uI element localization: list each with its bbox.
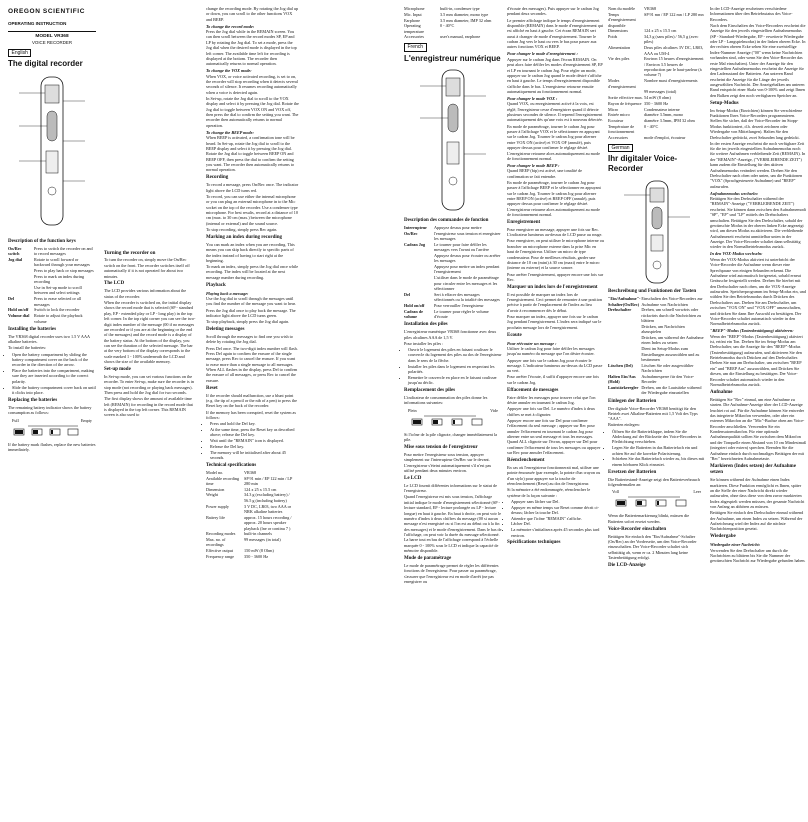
recorder-diagram [418,66,488,216]
table-row: Frequency range 350 - 3600 Hz [206,553,269,559]
battery-scale [608,489,705,511]
subheading: Playing back a message: [206,290,249,296]
table-row: Jog dial Rotate to scroll forward or backward through your messages [8,257,90,268]
divider [8,31,96,32]
paragraph: Si la mémoire a été endommagée, réenclencher le système de la façon suivante : [507,487,591,498]
table-row: Recording modes built-in channels [206,531,273,537]
paragraph: Appuyer une fois sur Del. Le numéro d'index à deux chiffres se met à clignoter. [507,406,595,417]
heading-playback: Ecoute [507,332,522,338]
paragraph: In der LCD-Anzeige erscheinen verschiedene Informationen über den Betriebsstatus des Voice-Recorders. [710,6,793,22]
column [710,6,806,580]
paragraph: Utiliser le cadran Jog pour faire défiler les messages jusqu'au numéro du message que l'on désire écouter. [507,346,595,357]
table-row: Operating temperature 0 - 40°C [404,23,455,34]
language-tab-german: German [608,144,633,152]
paragraph: Le LCD fournit différentes informations sur le statut de l'enregistreur. [404,482,497,494]
page-english-2 [202,0,404,585]
paragraph: d'écoute des messages). Puis appuyer sur le cadran Jog pendant deux secondes. [507,6,599,17]
paragraph: Die Batteriestand-Anzeige zeigt den Batterieverbrauch folgendermaßen an: [608,476,700,487]
column [608,6,705,580]
paragraph: Si l'icône de la pile clignote, changer immédiatement la pile. [404,431,497,443]
table-row: Model no. VR368 [206,469,257,475]
table-row: On/Rec switch Press to switch the recorder on and to record messages [8,245,93,257]
heading-installing-batteries: Einlegen der Batterien [608,398,657,404]
paragraph: Appuyer encore une fois sur Del pour confirmer l'effacement du seul message ; appuyer sur Rec pour annuler l'effacement en tournant le cadran Jog pour alterner entre un seul message et tous les messages. Quand ALL clignote sur l'écran, appuyer sur Del pour confirmer l'effacement de tous les messages ou appuyer sur Rec pour annuler l'effacement. [507,417,601,456]
heading-lcd: Die LCD-Anzeige [608,562,646,568]
paragraph: Im Setup-Modus (Einrichten) können Sie verschiedene Funktionen Ihres Voice-Recorders programmieren. Stellen Sie sicher, daß der Voice-Recorder im Stopp-Modus funktioniert, d.h. derzeit zeichnen oder Wiedergabe von Mitteilungen). Halten Sie den Drehschalter gedrückt, zwei Sekunden lang gedrückt. [710,107,803,140]
paragraph: To install the batteries: [8,345,47,351]
list-item: • Öffnen Sie die Batterieklappe, indem Sie die Abdeckung auf der Rückseite des Voice-Recorders in Pfeilrichtung verschieben. [612,429,705,445]
function-keys-table [8,246,96,324]
table-row: Cadran de volume Le tourner pour régler le volume d'écoute [404,308,489,320]
list-item: • Schieben Sie das Batteriefach wieder zu, bis dieses mit einem hörbaren Klick einrastet. [612,456,705,467]
list-item: • Open the battery compartment by sliding the battery compartment cover on the back of the recorder in the direction of the arrow. [12,352,96,368]
table-row: Effective output 150 mW (8 Ohm) [206,548,274,554]
product-name: VOICE RECORDER [31,40,72,46]
table-row: Del Sert à effacer des messages sélectionnés ou la totalité des messages [404,291,500,303]
heading-tech-specs: Technical specifications [206,462,257,468]
step-list [408,347,502,385]
paragraph: Press Del once. The two-digit index number will flash. Press Del again to confirm the erasure of the single message, press Rec to cancel the erasure. If you want to erase more than a single message to all messages. When ALL flashes in the display, press Del to confirm the erasure of all messages, or press Rec to cancel the erasure. [206,345,298,383]
paragraph: change the recording mode. By rotating the Jog dial up or down, you can scroll to the other functions VOX and BEEP. [206,6,299,22]
list-item: • Lâcher Del. [511,521,604,526]
heading-recording: Aufnahme [710,389,733,395]
list-item: • Legen Sie die Batterien in das Batteriefach ein und achten Sie auf die korrekte Polarisierung. [612,445,705,456]
paragraph: Quand VOX, ou enregistrement activé à la voix, est réglé, l'enregistreur cesse d'enregistrer quand il détecte plusieurs secondes de silence. Il reprend l'enregistrement automatiquement dès qu'une voix est à nouveau détectée. [507,101,603,123]
subheading: Pour changer le mode d'enregistrement : [507,51,578,57]
paragraph: When the recorder is switched on, the initial display shows the record mode that is selected (SP - standard play, EP - extended play or LP - long play) in the top left corner. In the top right corner you can see the two-digit index number of the message (00 if no messages are recorded or if you are at the beginning or the end of the messages) and the record mode is a display of the battery status. At the bottom of the display, you can see the duration of the selected message. The bar at the very bottom of the display corresponds to the scale marked 1 - 100% underneath the LCD and shows the size of the available memory. [104,300,196,365]
table-row: Température de fonctionnement 0 - 40°C [608,123,659,135]
column [104,248,196,822]
table-row: Interrupteur On/Rec Appuyez dessus pour mettre l'enregistreur sous tension et enregistrer les messages [404,225,501,242]
paragraph: Betätigen Sie den Drehschalter während der "REMAIN"-Anzeige ("VERBLEIBENDE ZEIT") erscheint. Sie können dann zwischen den Aufnahmemodi "SP", "EP" und "LP" mittels des Drehschalters umschalten. Betätigen Sie den Drehschalter, sobald der gewünschte Modus in der oberen linken Ecke angezeigt wird, um diesen Modus zu aktivieren. Die verbleibende Aufnahmezeit erscheint unmittelbar unten in der Anzeige. Der Voice-Recorder schaltet dann selbsttätig wieder in den Normalbetriebsmodus zurück. [710,196,806,250]
subheading: "BEEP"-Modus (Tastenbestätigung) aktivieren: [710,328,794,334]
table-row: Drücken, um während der Aufnahme einen Index zu setzen [641,335,704,346]
page-french [404,0,606,585]
paragraph: Pour mettre l'enregistreur sous tension, appuyer simplement sur l'interrupteur On/Rec sur le devant. L'enregistreur s'éteint automatiquement s'il n'est pas utilisé pendant deux minutes environ. [404,451,492,474]
spec-table [608,6,705,141]
table-row: Appuyez dessus pour écouter ou arrêter les messages [434,252,501,264]
list-item: • Release the Del key. [210,444,299,449]
battery-scale [404,408,502,430]
paragraph: Faire défiler les messages pour trouver celui que l'on désire annuler en tournant le cadran Jog. [507,394,596,406]
paragraph: Use the Jog dial to scroll through the messages until you find the number of the message you want to hear. [206,296,296,307]
heading-function-keys: Beschreibung und Funktionen der Tasten [608,289,697,295]
table-row: Vie des piles Environ 15 heures d'enregistrement / Environ 3.5 heures de reproduction par le haut-parleur (à volume 7) [608,56,704,78]
step-list [12,352,96,396]
section-title: L'enregistreur numérique [404,53,501,63]
heading-installing-batteries: Installation des piles [404,322,448,328]
paragraph: Pour enregistrer un message, appuyer une fois sur Rec. L'indicateur lumineux au-dessus de LCD passe au rouge. [507,226,603,238]
table-row: "Ein/Aufnahme"-Schalter(On/Rec) Einschalten des Voice-Recorders zur Aufnahme von Nachrichten [608,296,703,307]
heading-function-keys: Description des commandes de fonction [404,218,489,224]
paragraph: Le mode de paramétrage permet de régler les différentes fonctions de l'enregistreur. Pour passer au paramétrage, s'assurer que l'enregistreur est en mode d'arrêt (ne pas enregistrer ou [404,563,499,585]
table-row: Modes d'enregistrement Nombre maxi d'enregistrements [608,78,698,89]
heading-reset: Réenclenchement [507,457,545,463]
spec-table [206,470,299,560]
list-item: • Wait until the "REMAIN" icon is displayed. [210,438,299,443]
recorder-diagram [17,71,87,236]
heading-recording: Enregistrement [507,219,541,225]
paragraph: The VR368 digital recorder uses two 1.5 V AAA alkaline batteries. [8,333,90,345]
full-label: Full [12,417,19,423]
brand-logo: OREGON SCIENTIFIC [8,8,86,15]
heading-playback: Playback [206,282,226,288]
table-row: Entrée micro diamètre 3.5mm, mono [608,112,684,118]
paragraph: In Set-up mode, you can set various functions on the recorder. To enter Set-up, make sure the recorder is in stop mode (not recording or playing back messages). Then press and hold the Jog dial for two seconds. [104,374,194,396]
column [404,6,502,585]
paragraph: Pour enregistrer, on peut utiliser le microphone interne ou brancher un microphone externe dans la prise Mic en haut de l'enregistreur. Utiliser un micro de type condensateur. Pour de meilleurs résultats, garder une distance de 10 cm (mini) à 30 cm (maxi) entre le micro (interne ou externe) et la source sonore. [507,238,604,271]
list-item: • Press and hold the Del key. [210,421,299,426]
paragraph: To mark an index, simply press the Jog dial once while recording. The index will be located at the next message number during recording. [206,264,299,280]
column [507,6,604,580]
heading-recording: Recording [206,175,229,181]
step-list [210,421,299,460]
paragraph: Verwenden Sie den Drehschalter um durch die Nachrichten zu blättern bis Sie die Nummer der gewünschten Nachricht zur Wiedergabe gefunden haben. [710,547,806,564]
table-row: Del Press to erase selected or all messages [8,296,82,307]
table-row: Use in Set-up mode to scroll between and select settings [34,285,82,296]
empty-label: Leer [693,489,701,495]
heading-turning-on: Turning the recorder on [104,250,156,256]
table-row: Power supply 3 V DC, LR03, two AAA or NRK alkaline batteries [206,503,292,514]
paragraph: To record, you can use either the internal microphone or you can plug an external microphone in to the Mic socket on the top of the recorder. Use a condenser type microphone. For best results, record at a distance of 10 cm (max. to 30 cm (max.) between the microphone (internal or external) and the sound source. [206,193,298,226]
paragraph: Scroll through the messages to find one you wish to delete by rotating the Jog dial. [206,334,293,345]
subheading: Aufnahmemodus wechseln: [710,190,759,196]
list-item: • Remettre le couvercle en place en le faisant coulisser jusqu'au déclic. [408,375,502,386]
paragraph: En mode de paramétrage, tourner le cadran Jog pour passer à l'affichage VOX et le sélectionner en appuyant sur le cadran Jog. Tourner le cadran Jog pour alterner entre VOX ON (activé) et VOX OF (annulé), puis appuyer dessus pour confirmer le réglage désiré. L'enregistreur retourne alors automatiquement au mode de fonctionnement normal. [507,123,600,161]
paragraph: To record a message, press On/Rec once. The indicator light above the LCD turns red. [206,182,299,193]
table-row: Sortie effective max. 54 mW (8 ohm) [608,95,671,101]
table-row: 99 messages (total) [644,89,677,95]
table-row: Press to mark an index during recording [34,273,85,285]
battery-icons [8,424,96,438]
paragraph: In Set-up, rotate the Jog dial to scroll to the VOX display and select it by pressing the Jog dial. Rotate the Jog dial to toggle between VOX ON and VOX off, then press the dial to confirm the setting you want. The recorder then automatically returns to normal operation. [206,95,299,128]
list-item: • The memory will be initialised after about 45 seconds. [210,450,299,461]
table-row: Dimension 124 x 25 x 15.5 cm [206,486,277,492]
heading-replacing-batteries: Ersetzen der Batterien [608,469,657,475]
paragraph: Il est possible de marquer un index lors de l'enregistrement. Ceci permet de remonter à une position précise à partir de l'emplacement de l'index au lieu d'avoir à recommencer dès le début. [507,291,602,313]
paragraph: Pour installer les piles : [404,340,444,346]
list-item: • La mémoire s'initialisera après 45 secondes plus tard environ. [511,527,604,538]
paragraph: Betätigen Sie einfach den "Ein/Aufnahme"-Schalter (On/Rec) an der Vorderseite, um den Voice-Recorder einzuschalten. Der Voice-Recorder schaltet sich selbsttätig ab, wenn er ca. 2 Minuten lang keine Tastenbetätigung erfolgt. [608,533,697,561]
paragraph: En cas où l'enregistreur fonctionnerait mal, utiliser une pointe émoussée (par exemple, la pointe d'un crayon ou d'un stylo) pour appuyer sur la touche de réenclenchement (Reset) au dos de l'enregistreur. [507,464,601,487]
table-row: Weight 34.3 g (excluding battery) / 56.5 g (including battery) [206,492,290,503]
subheading: Pour changer le mode BEEP : [507,162,560,168]
table-row: Accessories user's manual, earphone [404,34,481,40]
paragraph: Quand BEEP (bip) est activé, une tonalité de confirmation se fait entendre. [507,168,582,179]
paragraph: Pour arrêter l'écoute, il suffit d'appuyer encore une fois sur le cadran Jog. [507,374,600,385]
full-label: Voll [612,489,619,495]
list-item: • Place the batteries into the compartment, making sure they are inserted according to the correct polarity. [12,368,96,384]
list-item: • Installer les piles dans le logement en respectant les polarités. [408,364,502,375]
empty-label: Empty [80,417,92,423]
paragraph: If the memory has been corrupted, reset the system as follows: [206,409,297,420]
function-keys-table [404,225,502,320]
table-row: Nom du modèle VR368 [608,6,657,11]
table-row: Löschen (Del) Löschen Sie oder ausgewählter Nachrichten [608,362,694,374]
spec-table [404,6,502,40]
step-list [612,429,705,467]
table-row: Dimensions 124 x 25 x 15.5 cm [608,28,677,34]
subheading: To change the record mode: [206,23,255,29]
paragraph: Pour arrêter l'enregistrement, appuyer encore une fois sur Rec. [507,271,604,282]
table-row: Ecouteur diamètre 3.5mm, IPM 32 ohm [608,118,695,124]
table-row: Lautstärkeregler Drehen, um die Lautstärke während der Wiedergabe einzustellen [608,384,702,396]
page-german [606,0,808,585]
full-label: Plein [408,407,417,413]
model-name: MODEL VR368 [35,34,69,40]
paragraph: When BEEP is activated, a confirmation tone will be heard. In Set-up, rotate the Jog dial to scroll to the BEEP display and select it by pressing the Jog dial. Rotate the Jog dial to toggle between BEEP ON and BEEP OFF, then press the dial to confirm the setting you want. The recorder then automatically returns to normal operation. [206,135,295,173]
paragraph: The first display shows the amount of available time left (REMAIN) for recording in the record mode that is displayed in the top left corner. This REMAIN screen is also used to [104,396,193,418]
heading-marking-index: Marquer un index lors de l'enregistrement [507,284,598,290]
language-tab-french: French [404,43,427,51]
subheading: To change the VOX mode: [206,68,252,74]
paragraph: To stop playback, simply press the Jog dial again. [206,319,290,325]
empty-label: Vide [490,407,498,413]
heading-setup-mode: Mode de paramétrage [404,556,452,562]
paragraph: The remaining battery indicator shows the battery consumption as follows: [8,404,92,416]
heading-power-on: Mise sous tension de l'enregistreur [404,444,478,450]
paragraph: Batterien einlegen: [608,422,640,428]
paragraph: Wenn der VOX-Modus aktiviert ist unterbricht der Voice-Recorder die Aufnahme wenn dieser eine Sprechpause von einigen Sekunden erkennt. Die Aufnahme wird automatisch fortgesetzt, sobald erneut Geräusche festgestellt werden. Drehen Sie hierbei mit den Drehschalter nach oben, um die VOX-Anzeige aufzurufen. Speicherprogramm im Setup-Modus ein, und wählen Sie den Betriebsmodus durch Drücken des Drehschalters aus. Drehen Sie am Drehschalter, um zwischen "VOX ON" und "VOX OFF" umzuschalten, und drücken Sie dann Ihre Auswahl zu bestätigen. Der Voice-Recorder schaltet automatisch wieder in den Normalbetriebsmodus zurück. [710,256,806,327]
table-row: Volume dial Rotate to adjust the playback volume [8,313,83,324]
list-item: • Slide the battery compartment cover back on until it clicks into place. [12,385,96,396]
table-row: Hold on/off Switch to lock the recorder [8,307,80,313]
paragraph: Appuyer sur le cadran Jog dans l'écran REMAIN. On peut alors faire défiler les modes d'enregistrement SP, EP et LP en tournant le cadran Jog. Pour régler un mode, appuyer sur le cadran Jog quand le mode désiré s'affiche en haut à gauche. Le temps d'enregistrement disponible s'affiche dans le bas. L'enregistreur retourne ensuite automatiquement au fonctionnement normal. [507,56,603,95]
heading-tech-specs: Spécifications techniques [507,540,561,546]
section-title: Ihr digitaler Voice-Recorder [608,154,678,174]
section-title: The digital recorder [8,59,83,69]
step-list [511,499,604,538]
function-keys-table [608,296,705,396]
paragraph: Nach dem Einschalten des Voice-Recorders erscheint die Anzeige für den jeweils eingestellten Aufnahmemodus (SP - Standard-Wiedergabe, EP - erweiterte Wiedergabe oder LP - Langspielmodus) in der linken oberen Ecke. In der rechten oberen Ecke sehen Sie eine zweistellige Index-Nummer Anzeige ("00" wenn keine Nachrichten vorhanden sind, oder wenn Sie den Voice-Recorder das erste Mal einschalten). Unter der Anzeige für den eingestellten Aufnahmemodus erscheint die Anzeige für den Ladezustand der Batterien. Am unteren Rand erscheint die Anzeige für die Länge der jeweils ausgewählten Nachricht. Der Anzeigebalken am unteren Rand entspricht einer Skala von 0-100% und zeigt Ihnen den Balken zeigt den noch verfügbaren Speicher an. [710,22,806,98]
list-item: • Appuyer sans lâcher sur Del. [511,499,604,504]
paragraph: To turn the recorder on, simply move the On/Rec switch on the front. The recorder switches itself off automatically if it is not operated for about two minutes. [104,257,190,279]
paragraph: When VOX, or voice activated recording, is set to on, the recorder will stop recording when it detects several seconds of silence. It resumes recording automatically when a voice is detected again. [206,73,298,95]
table-row: Cadran Jog Le tourner pour faire défiler les messages vers l'avant ou l'arrière [404,241,489,253]
list-item: • Ouvrir le logement des piles en faisant coulisser le couvercle du logement des piles au dos de l'enregistreur dans le sens de la flèche. [408,347,502,363]
list-item: • Appuyer en même temps sur Reset comme décrit ci-dessus; lâcher la touche Del. [511,505,604,516]
battery-icons [608,495,700,509]
heading-setup-mode: Setup-Modus [710,100,739,106]
page-english-1 [0,0,202,585]
heading-lcd: Le LCD [404,475,422,481]
subheading: Pour réécouter un message : [507,340,557,346]
paragraph: Press the Jog dial once to play back the message. The indicator light above the LCD turns green. [206,307,296,318]
table-row: Micro Condensateur interne [608,106,680,112]
heading-deleting: Deleting messages [206,327,245,333]
subheading: In den VOX-Modus wechseln: [710,251,763,257]
paragraph: En mode de paramétrage, tourner le cadran Jog pour passer à l'affichage BEEP et le sélectionner en appuyant sur le cadran Jog. Tourner le cadran Jog pour alterner entre BEEP ON (activé) et BEEP OFF (annulé), puis appuyer dessus pour confirmer le réglage désiré. L'enregistreur retourne alors automatiquement au mode de fonctionnement normal. [507,179,601,218]
heading-installing-batteries: Installing the batteries [8,326,57,332]
table-row: Dient im Setup-Modus zum Einstellungen auszuwählen und zu bestimmen [641,346,700,362]
heading-playback: Wiedergabe [710,534,736,540]
paragraph: L'enregistreur numérique VR368 fonctionne avec deux piles alcalines AAA de 1,5 V. [404,329,497,340]
recorder-diagram [622,177,692,287]
paragraph: Betätigen Sie "Rec" einmal, um eine Aufnahme zu starten. Die Aufnahme-Anzeige über der LCD-Anzeige leuchtet rot auf. Für die Aufnahme können Sie entweder das integrierte Mikrofon verwenden, oder aber ein externes Mikrofon an die "Mic"-Buchse oben am Voice-Recorder anschließen. Verwenden Sie ein Kondensatormikrofon. Für eine optimale Aufnahmequalität sollten Sie zwischen dem Mikrofon und der Tonquelle einen Abstand von 10 cm Mindestmaß (integriert oder extern) sprechen. Beenden Sie die Aufnahme einfach durch nochmaliges Betätigen der mit "Rec" bezeichneten Aufnahmetaste. [710,396,806,461]
list-item: • At the same time, press the Reset key as described above; release the Del key. [210,427,299,438]
table-row: Drehschalter Drehen, um schnell vorwärts oder rückwärts durch die Nachrichten zu blättern [608,307,702,324]
table-row: Earphone 3.5 mm diameter, IMP 32 ohm [404,17,492,23]
table-row: Battery life approx. 15 hours recording / approx. 20 hours speaker playback (lne or continu 7 ) [206,514,292,531]
subheading: Pour changer le mode VOX : [507,95,558,101]
paragraph: L'indicateur de consommation des piles donne les informations suivantes: [404,394,488,406]
subheading: Wiedergabe einer Nachricht: [710,542,761,548]
table-row: Microphone built-in, condenser type [404,6,480,11]
table-row: Appuyez pour mettre un index pendant l'enregistrement [434,264,500,275]
table-row: L'utiliser dans le mode de paramétrage pour circuler entre les messages et les sélectionner [434,275,499,291]
table-row: Hold on/off Pour verrouiller l'enregistreur [404,302,484,308]
table-row: Poids 34,3 g (sans piles) / 56,5 g (avec piles) [608,34,699,45]
table-row: Accessoires mode d'emploi, écouteur [608,135,686,141]
table-row: Mic. Input 3.5 mm diameter, mono type [404,11,489,17]
paragraph: Betätigen Sie einfach den Drehschalter einmal während der Aufnahme, um einen Index zu setzen. Während der Aufzeichnung wird der Index auf die nächste Nachrichtenposition gesetzt. [710,510,804,532]
heading-power-on: Voice-Recorder einschalten [608,526,667,532]
heading-replacing-batteries: Remplacement des piles [404,387,456,393]
table-row: Halten Ein/Aus (Hold) Aufnahmesperre für den Voice-Recorder [608,373,695,385]
paragraph: Wenn der "BEEP"-Modus (Tastenbestätigung) aktiviert ist, ertönt ein Ton. Drehen Sie im Setup-Modus am Drehschalter, um die Anzeige für den "BEEP"-Modus (Tastenbestätigung) aufzurufen, und aktivieren Sie den Betriebsmodus durch Drücken auf den Drehschalter. Drehen Sie nun am Drehschalter, um zwischen "BEEP ein" und "BEEP Aus" auszuwählen, und Drücken Sie diesen, um die Einstellung zu bestätigen. Der Voice-Recorder schaltet automatisch wieder in den Normalbetriebsmodus zurück. [710,333,803,387]
paragraph: To stop recording, simply press Rec again. [206,226,278,232]
language-tab-english: English [8,49,31,57]
table-row: Temps d'enregistrement disponible SP 91 mn / EP 122 mn / LP 280 mn [608,11,704,28]
paragraph: Quand l'enregistreur est mis sous tension, l'affichage initial indique le mode d'enregistrement sélectionné (SP - lecture standard, EP - lecture prolongée ou LP - lecture longue) en haut à gauche. En haut à droite, on peut voir le numéro d'index à deux chiffres du message (00 si aucun message n'est enregistré ou si l'on est au début ou à la fin des messages) et le mode d'enregistrement. Dans le bas de l'affichage, on peut voir la durée du message sélectionné. La barre tout en bas de l'affichage correspond à l'échelle marquée 0 - 100% sous le LCD et indique la capacité de mémoire disponible. [404,494,502,554]
paragraph: Sie können während der Aufnahme einen Index markieren. Diese Funktion ermöglicht es Ihnen, später an die Stelle der einer Nachricht direkt wieder aufzurufen, ohne dass diese von dem zuvor markierten Index abgespielt werden müssen, der gesamte Nachricht von Anfang an abhören zu müssen. [710,477,805,510]
heading-deleting: Effacement de messages [507,387,559,393]
battery-scale [8,418,96,440]
column [8,6,96,580]
table-row: Alimentation Deux piles alcalines 3V DC, LR03, AAA ou UM-4 [608,45,704,56]
heading-replacing-batteries: Replacing the batteries [8,397,58,403]
battery-icons [404,414,496,428]
list-item: • Attendre que l'icône "REMAIN" s'affiche. [511,516,604,521]
doc-subtitle: OPERATING INSTRUCTION [8,21,67,27]
paragraph: Appuyer une fois sur le cadran Jog pour écouter le message. L'indicateur lumineux au-dessus du LCD passe au vert. [507,357,603,374]
column [206,6,400,580]
paragraph: Wenn die Batteriemarkierung blinkt, müssen die Batterien sofort ersetzt werden. [608,513,690,524]
heading-function-keys: Description of the function keys [8,238,76,244]
subheading: To change the BEEP mode: [206,129,254,135]
table-row: Drücken, um Nachrichten abzuspielen [641,323,685,335]
paragraph: Le premier affichage indique le temps d'enregistrement disponible (REMAIN) dans le mode d'enregistrement qui est affiché en haut à gauche. Cet écran REMAIN sert aussi à changer de mode d'enregistrement. Tourner le cadran Jog vers le haut ou vers le bas pour passer aux autres fonctions VOX et BEEP. [507,17,604,50]
paragraph: In der ersten Anzeige erscheint die noch verfügbare Zeit für die im jeweils eingestellten Aufnahmemodus noch für weitere Aufnahmen verbleibende Zeit (REMAIN). In der "REMAIN"-Anzeige, ("VERBLEIBENDE ZEIT") kann zudem die Einstellung für den aktiven Aufnahmemodus verändert werden. Drehen Sie den Drehschalter nach oben oder unten, um die Funktionen "VOX" (Sprachgesteuerte Aufnahme) und "BEEP" aufzurufen. [710,140,806,189]
paragraph: You can mark an index when you are recording. This means you can skip back directly to specific parts of the index instead of having to start right at the beginning. [206,241,295,263]
heading-marking-index: Markieren (Index setzen) der Aufnahme setzen [710,463,796,476]
paragraph: Press the Jog dial while in the REMAIN screen. You can then scroll between the record modes SP, EP and LP by rotating the Jog dial. To set a mode, press the Jog dial when the desired mode is displayed in the top left corner. The available time left for recording is displayed at the bottom. The recorder then automatically returns to normal operation. [206,29,297,67]
table-row: Max. no. of recordings 99 messages (in total) [206,537,281,548]
paragraph: If the battery mark flashes, replace the new batteries immediately. [8,441,96,452]
table-row: Rayon de fréquence 350 - 3600 Hz [608,100,669,106]
table-row: Press to play back or stop messages [34,268,94,274]
paragraph: Der digitale Voice-Recorder VR368 benötigt für den Betrieb zwei Alkaline-Batterien mit 1,5 Volt des Typs "AAA". [608,405,698,422]
heading-lcd: The LCD [104,281,125,287]
table-row: Available recording time SP 91 min / EP 122 min / LP 280 min [206,475,293,486]
paragraph: If the recorder should malfunction, use a blunt point (e.g. the tip of a pencil or the nib of a pen) to press the Reset key on the back of the recorder. [206,392,297,409]
heading-marking-index: Marking an index during recording [206,234,283,240]
paragraph: Pour marquer un index, appuyer une fois sur le cadran Jog pendant l'enregistrement. L'index sera indiqué sur le prochain message lors de l'enregistrement. [507,314,602,330]
heading-reset: Reset [206,385,218,391]
heading-setup-mode: Set-up mode [104,367,131,373]
paragraph: The LCD provides various information about the status of the recorder. [104,288,187,299]
